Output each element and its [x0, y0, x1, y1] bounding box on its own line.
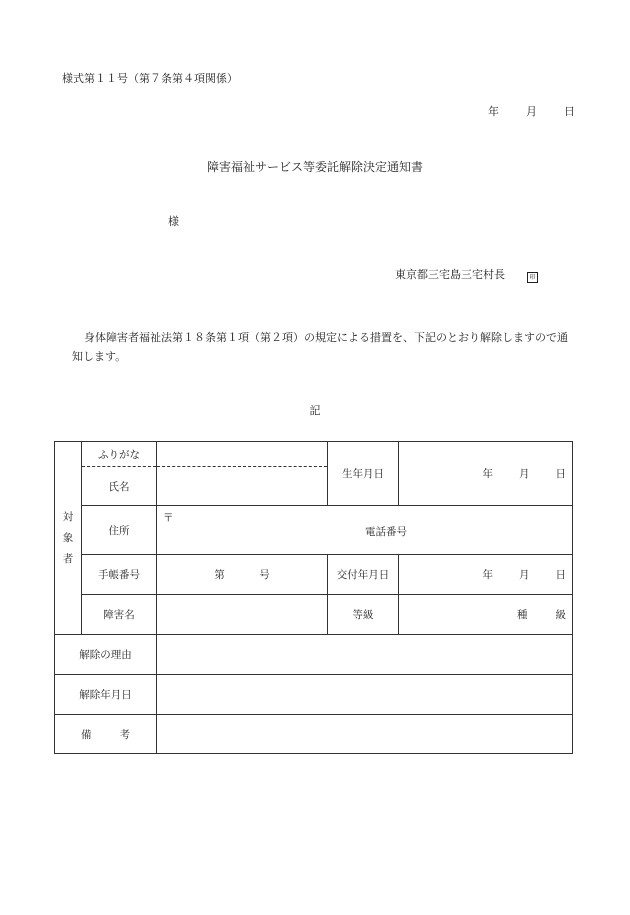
name-label: 氏名	[82, 467, 157, 506]
handbook-label: 手帳番号	[82, 555, 157, 595]
date-month: 月	[526, 105, 537, 118]
handbook-field[interactable]	[157, 555, 328, 595]
birth-year: 年	[482, 468, 493, 480]
birth-day: 日	[555, 468, 566, 480]
reason-label: 解除の理由	[55, 635, 157, 675]
issue-year: 年	[482, 569, 493, 581]
detail-table	[54, 441, 573, 754]
issue-date-label: 交付年月日	[328, 555, 399, 595]
document-title: 障害福祉サービス等委託解除決定通知書	[206, 160, 423, 174]
grade-label: 等級	[328, 595, 399, 635]
issue-month: 月	[519, 569, 530, 581]
seal-mark: 印	[527, 272, 538, 283]
subject-char-3: 者	[62, 552, 74, 565]
date-year: 年	[488, 105, 499, 118]
birthdate-field[interactable]	[399, 442, 573, 506]
disability-label: 障害名	[82, 595, 157, 635]
subject-char-2: 象	[62, 531, 74, 544]
furigana-field[interactable]	[157, 442, 328, 467]
issuer-line	[395, 266, 538, 282]
form-number-label: 様式第１１号（第７条第４項関係）	[62, 72, 238, 85]
postal-mark: 〒	[163, 512, 174, 524]
subject-char-1: 対	[62, 510, 74, 523]
grade-field[interactable]	[399, 595, 573, 635]
address-field[interactable]	[157, 506, 573, 555]
remarks-label	[55, 715, 157, 754]
addressee-suffix: 様	[168, 215, 179, 228]
remarks-field[interactable]	[157, 715, 573, 754]
date-day: 日	[564, 105, 575, 118]
birthdate-label: 生年月日	[328, 442, 399, 506]
issuer-name: 東京都三宅島三宅村長	[395, 268, 505, 281]
disability-field[interactable]	[157, 595, 328, 635]
issue-date-line	[488, 103, 575, 119]
grade-class: 級	[555, 609, 566, 621]
issue-date-field[interactable]	[399, 555, 573, 595]
subject-label-cell	[55, 442, 82, 635]
release-date-label: 解除年月日	[55, 675, 157, 715]
remarks-char-1: 備	[81, 728, 92, 741]
handbook-suffix: 号	[259, 569, 270, 581]
ki-heading: 記	[309, 404, 321, 417]
remarks-char-2: 考	[119, 728, 130, 741]
handbook-prefix: 第	[214, 569, 225, 581]
grade-type: 種	[517, 609, 528, 621]
furigana-label: ふりがな	[82, 442, 157, 467]
notice-body-text: 身体障害者福祉法第１８条第１項（第２項）の規定による措置を、下記のとおり解除しますので通知します。	[72, 331, 568, 363]
address-label: 住所	[82, 506, 157, 555]
phone-label: 電話番号	[365, 526, 407, 538]
birth-month: 月	[519, 468, 530, 480]
reason-field[interactable]	[157, 635, 573, 675]
issue-day: 日	[555, 569, 566, 581]
release-date-field[interactable]	[157, 675, 573, 715]
name-field[interactable]	[157, 467, 328, 506]
